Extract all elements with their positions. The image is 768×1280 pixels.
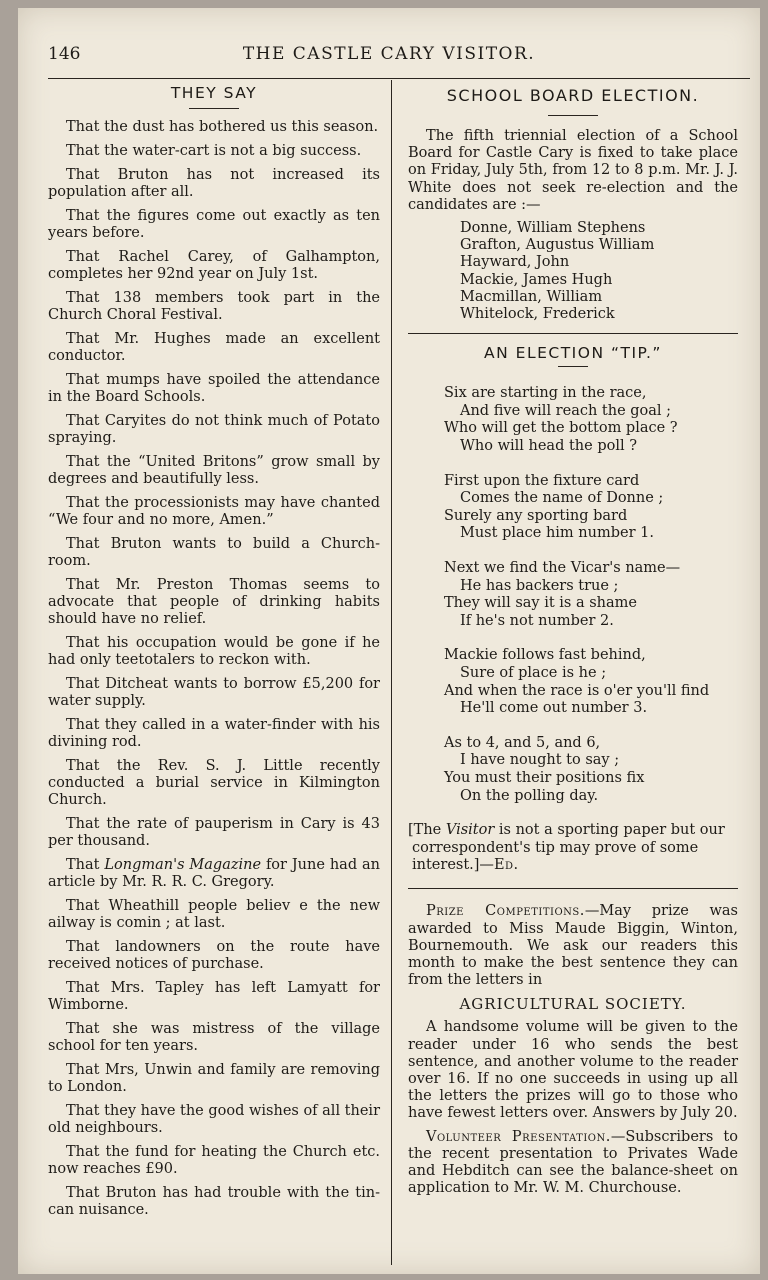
election-tip-poem <box>408 385 738 805</box>
poem-line: Mackie follows fast behind, <box>444 647 646 664</box>
column-divider <box>391 80 392 1265</box>
running-header <box>18 36 760 66</box>
prize-label: Prize Competitions. <box>426 903 585 920</box>
they-say-item: That Longman's Magazine for June had an article by Mr. R. R. C. Gregory. <box>48 857 380 891</box>
poem-line: Six are starting in the race, <box>444 385 647 402</box>
they-say-item: That Bruton has not increased its population after all. <box>48 166 380 200</box>
volunteer-label: Volunteer Presentation. <box>426 1128 611 1145</box>
school-board-heading: SCHOOL BOARD ELECTION. <box>446 86 700 105</box>
election-tip-heading: AN ELECTION “TIP.” <box>484 344 662 363</box>
they-say-item: That his occupation would be gone if he had only teetotalers to reckon with. <box>48 634 380 668</box>
heading-rule <box>548 115 598 116</box>
they-say-item: That Ditcheat wants to borrow £5,200 for water supply. <box>48 675 380 709</box>
poem-line: They will say it is a shame <box>444 595 637 612</box>
candidate-name: Macmillan, William <box>460 288 603 305</box>
they-say-item: That she was mistress of the village school for ten years. <box>48 1021 380 1055</box>
page <box>18 8 760 1274</box>
header-rule <box>48 78 750 79</box>
candidate-name: Donne, William Stephens <box>460 220 646 237</box>
prize-details: A handsome volume will be given to the reader under 16 who sends the best sentence, and another volume to the reader over 16. If no one succeeds in using up all the letters the prizes will go to those who have fewest letters over. Answers by July 20. <box>408 1019 738 1122</box>
society-title: AGRICULTURAL SOCIETY. <box>459 995 687 1014</box>
they-say-item: That the water-cart is not a big success. <box>66 142 362 159</box>
they-say-item: That Mr. Hughes made an excellent conductor. <box>48 330 380 364</box>
poem-stanza <box>444 735 738 805</box>
poem-line: He'll come out number 3. <box>460 700 648 717</box>
right-column <box>408 84 738 1203</box>
poem-line: I have nought to say ; <box>460 752 620 769</box>
poem-line: And when the race is o'er you'll find <box>444 682 710 699</box>
poem-line: You must their positions fix <box>444 769 645 786</box>
prize-competitions: Prize Competitions.—May prize was awarded to Miss Maude Biggin, Winton, Bournemouth. We ask our readers this month to make the best sentence they can from the letters in <box>408 903 738 989</box>
volunteer-presentation: Volunteer Presentation.—Subscribers to the recent presentation to Privates Wade and Hebditch can see the balance-sheet on application to Mr. W. M. Churchouse. <box>408 1128 738 1197</box>
editor-note: [The Visitor is not a sporting paper but our correspondent's tip may prove of some interest.]—Ed. <box>408 822 725 873</box>
they-say-item: That the figures come out exactly as ten years before. <box>48 207 380 241</box>
they-say-item: That the Rev. S. J. Little recently conducted a burial service in Kilmington Church. <box>48 757 380 809</box>
they-say-item: That they have the good wishes of all their old neighbours. <box>48 1103 381 1137</box>
page-number: 146 <box>48 44 81 64</box>
candidate-name: Grafton, Augustus William <box>460 237 655 254</box>
they-say-item: That the “United Britons” grow small by degrees and beautifully less. <box>48 453 380 487</box>
they-say-item: That Bruton has had trouble with the tin-can nuisance. <box>48 1185 380 1219</box>
they-say-item: That the processionists may have chanted “We four and no more, Amen.” <box>48 494 380 528</box>
poem-line: First upon the fixture card <box>444 472 640 489</box>
candidate-name: Mackie, James Hugh <box>460 271 613 288</box>
they-say-item: That the fund for heating the Church etc. now reaches £90. <box>48 1144 380 1178</box>
poem-stanza <box>444 473 738 543</box>
heading-rule <box>558 366 588 367</box>
they-say-heading: THEY SAY <box>170 84 258 102</box>
poem-line: Surely any sporting bard <box>444 507 628 524</box>
they-say-item: That the rate of pauperism in Cary is 43 per thousand. <box>48 816 380 850</box>
they-say-item: That 138 members took part in the Church Choral Festival. <box>48 289 380 323</box>
poem-stanza <box>444 647 738 717</box>
poem-line: Who will head the poll ? <box>460 438 637 455</box>
they-say-item: That Caryites do not think much of Potato spraying. <box>48 412 380 446</box>
candidate-list <box>408 220 738 323</box>
school-board-intro: The fifth triennial election of a School Board for Castle Cary is fixed to take place on Friday, July 5th, from 12 to 8 p.m. Mr. J. J. White does not seek re-election and the candidates are :— <box>408 128 738 213</box>
they-say-column <box>48 84 380 1226</box>
they-say-item: That Mrs. Tapley has left Lamyatt for Wimborne. <box>48 980 380 1014</box>
they-say-item: That Mr. Preston Thomas seems to advocate that people of drinking habits should have no relief. <box>48 576 380 627</box>
poem-line: Next we find the Vicar's name— <box>444 559 681 576</box>
poem-line: As to 4, and 5, and 6, <box>444 734 601 751</box>
they-say-item: That Wheathill people believ e the new ailway is comin ; at last. <box>48 898 380 932</box>
poem-line: He has backers true ; <box>460 577 619 594</box>
poem-line: Comes the name of Donne ; <box>460 490 664 507</box>
heading-rule <box>189 108 239 109</box>
candidate-name: Whitelock, Frederick <box>460 306 615 323</box>
poem-stanza <box>444 385 738 455</box>
poem-line: On the polling day. <box>460 787 599 804</box>
poem-line: Who will get the bottom place ? <box>444 420 678 437</box>
section-rule <box>408 333 738 334</box>
they-say-item: That Rachel Carey, of Galhampton, completes her 92nd year on July 1st. <box>48 248 380 282</box>
poem-line: And five will reach the goal ; <box>460 402 672 419</box>
they-say-list <box>48 119 380 1219</box>
they-say-item: That Mrs, Unwin and family are removing to London. <box>48 1062 380 1096</box>
section-rule <box>408 888 738 889</box>
they-say-item: That they called in a water-finder with his divining rod. <box>48 716 380 750</box>
poem-line: Must place him number 1. <box>460 525 654 542</box>
they-say-item: That Bruton wants to build a Church-room. <box>48 535 380 569</box>
they-say-item: That landowners on the route have received notices of purchase. <box>48 939 380 973</box>
poem-line: Sure of place is he ; <box>460 664 607 681</box>
they-say-item: That mumps have spoiled the attendance in the Board Schools. <box>48 371 380 405</box>
candidate-name: Hayward, John <box>460 254 570 271</box>
publication-title: THE CASTLE CARY VISITOR. <box>242 44 536 64</box>
they-say-item: That the dust has bothered us this season. <box>66 119 379 135</box>
poem-line: If he's not number 2. <box>460 612 614 629</box>
poem-stanza <box>444 560 738 630</box>
